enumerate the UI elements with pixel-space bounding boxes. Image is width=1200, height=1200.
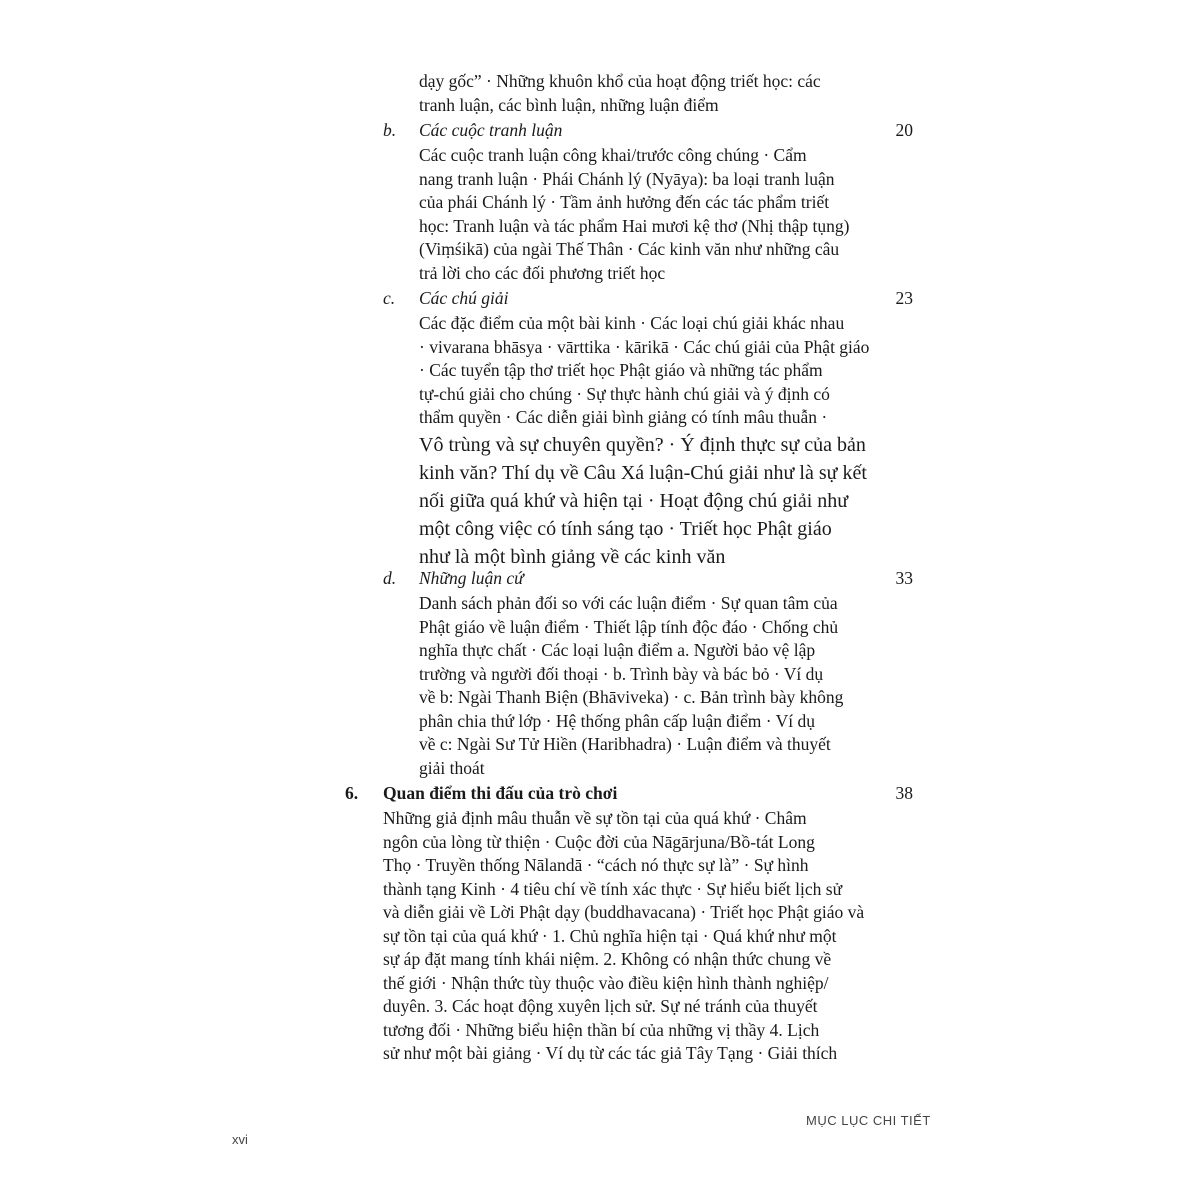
text-line: một công việc có tính sáng tạo · Triết học Phật giáo xyxy=(419,518,832,540)
subsection-title: Các cuộc tranh luận xyxy=(419,120,563,140)
text-line: Danh sách phản đối so với các luận điểm · Sự quan tâm của xyxy=(419,593,838,613)
text-line: Thọ · Truyền thống Nālandā · “cách nó thực sự là” · Sự hình xyxy=(383,855,809,875)
page-number: 23 xyxy=(895,288,913,308)
text-line: tương đối · Những biểu hiện thần bí của những vị thầy 4. Lịch xyxy=(383,1019,820,1040)
text-line: thế giới · Nhận thức tùy thuộc vào điều kiện hình thành nghiệp/ xyxy=(383,972,829,993)
text-line: nối giữa quá khứ và hiện tại · Hoạt động chú giải như xyxy=(419,490,849,512)
text-line: sự áp đặt mang tính khái niệm. 2. Không có nhận thức chung về xyxy=(383,949,832,969)
section-body xyxy=(383,807,864,1066)
intro-block xyxy=(419,70,821,117)
subsection-title: Những luận cứ xyxy=(419,568,524,588)
text-line: sử như một bài giảng · Ví dụ từ các tác giả Tây Tạng · Giải thích xyxy=(383,1043,838,1063)
text-line: thẩm quyền · Các diễn giải bình giảng có tính mâu thuẫn · xyxy=(419,407,828,427)
text-line: học: Tranh luận và tác phẩm Hai mươi kệ thơ (Nhị thập tụng) xyxy=(419,215,850,236)
text-line: dạy gốc” · Những khuôn khổ của hoạt động triết học: các xyxy=(419,71,821,91)
text-line: ngôn của lòng từ thiện · Cuộc đời của Nāgārjuna/Bồ-tát Long xyxy=(383,831,815,852)
text-line: Những giả định mâu thuẫn về sự tồn tại của quá khứ · Châm xyxy=(383,808,807,828)
text-line: tự-chú giải cho chúng · Sự thực hành chú giải và ý định có xyxy=(419,383,830,404)
text-line: như là một bình giảng về các kinh văn xyxy=(419,546,726,568)
text-line: Các đặc điểm của một bài kinh · Các loại chú giải khác nhau xyxy=(419,313,845,333)
text-line: trường và người đối thoại · b. Trình bày và bác bỏ · Ví dụ xyxy=(419,663,824,684)
text-line: sự tồn tại của quá khứ · 1. Chủ nghĩa hiện tại · Quá khứ như một xyxy=(383,925,837,946)
page-number: 20 xyxy=(895,120,913,140)
text-line: Phật giáo về luận điểm · Thiết lập tính độc đáo · Chống chủ xyxy=(419,616,839,637)
text-line: về c: Ngài Sư Tử Hiền (Haribhadra) · Luận điểm và thuyết xyxy=(419,734,831,754)
text-line: và diễn giải về Lời Phật dạy (buddhavacana) · Triết học Phật giáo và xyxy=(383,902,865,922)
text-line: trả lời cho các đối phương triết học xyxy=(419,262,666,283)
subsection-body xyxy=(419,592,843,780)
subsection-label: c. xyxy=(383,288,396,308)
text-line: Các cuộc tranh luận công khai/trước công chúng · Cẩm xyxy=(419,145,807,165)
subsection-body xyxy=(419,312,869,430)
text-line: · vivarana bhāsya · vārttika · kārikā · Các chú giải của Phật giáo xyxy=(419,336,870,357)
page-folio: xvi xyxy=(232,1132,248,1147)
subsection-body-large xyxy=(419,431,867,571)
page-number: 33 xyxy=(895,568,913,588)
text-line: giải thoát xyxy=(419,757,485,778)
page-number: 38 xyxy=(895,783,913,803)
text-line: Vô trùng và sự chuyên quyền? · Ý định thực sự của bản xyxy=(419,434,866,456)
text-line: duyên. 3. Các hoạt động xuyên lịch sử. Sự né tránh của thuyết xyxy=(383,996,818,1016)
subsection-label: d. xyxy=(383,568,397,588)
text-line: nang tranh luận · Phái Chánh lý (Nyāya): ba loại tranh luận xyxy=(419,168,835,189)
subsection-title: Các chú giải xyxy=(419,288,509,308)
text-line: nghĩa thực chất · Các loại luận điểm a. Người bảo vệ lập xyxy=(419,640,816,660)
text-line: tranh luận, các bình luận, những luận điểm xyxy=(419,94,719,115)
section-title: Quan điểm thi đấu của trò chơi xyxy=(383,783,618,803)
text-line: về b: Ngài Thanh Biện (Bhāviveka) · c. Bản trình bày không xyxy=(419,687,844,707)
section-number: 6. xyxy=(345,783,359,803)
subsection-body xyxy=(419,144,849,285)
text-line: · Các tuyển tập thơ triết học Phật giáo và những tác phẩm xyxy=(419,360,823,380)
running-title: MỤC LỤC CHI TIẾT xyxy=(806,1113,931,1128)
text-line: của phái Chánh lý · Tầm ảnh hưởng đến các tác phẩm triết xyxy=(419,192,830,212)
text-line: phân chia thứ lớp · Hệ thống phân cấp luận điểm · Ví dụ xyxy=(419,710,816,731)
text-line: kinh văn? Thí dụ về Câu Xá luận-Chú giải như là sự kết xyxy=(419,462,867,484)
subsection-label: b. xyxy=(383,120,397,140)
text-line: thành tạng Kinh · 4 tiêu chí về tính xác thực · Sự hiểu biết lịch sử xyxy=(383,878,843,899)
text-line: (Viṃśikā) của ngài Thế Thân · Các kinh văn như những câu xyxy=(419,239,840,259)
